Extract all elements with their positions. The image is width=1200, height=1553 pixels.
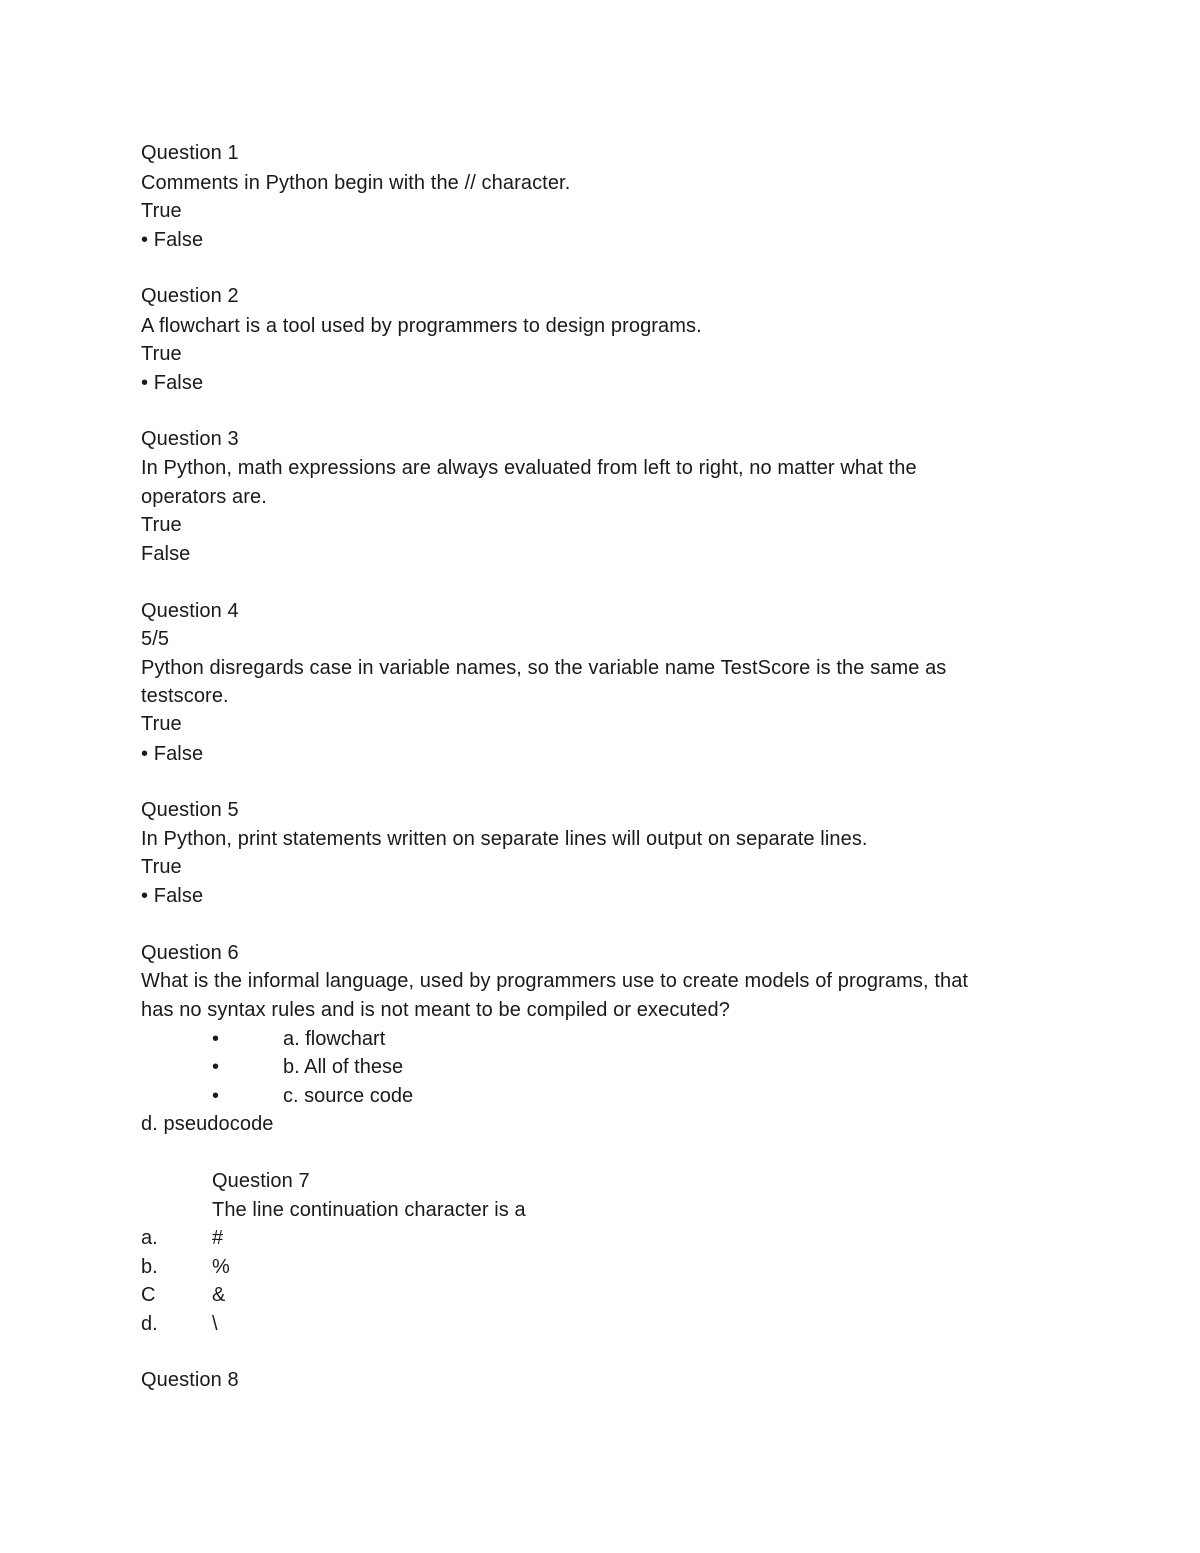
question-7-option-letter: b. — [141, 1256, 158, 1278]
question-4-prompt-line-2: testscore. — [141, 685, 229, 707]
question-1-prompt: Comments in Python begin with the // character. — [141, 172, 571, 194]
question-2-option-true: True — [141, 343, 182, 365]
question-7-title: Question 7 — [212, 1170, 310, 1192]
question-5-option-true: True — [141, 856, 182, 878]
question-3-prompt-line-2: operators are. — [141, 486, 267, 508]
question-6-title: Question 6 — [141, 942, 239, 964]
question-2-prompt: A flowchart is a tool used by programmers to design programs. — [141, 315, 702, 337]
question-4-title: Question 4 — [141, 600, 239, 622]
question-7-prompt: The line continuation character is a — [212, 1199, 526, 1221]
question-7-option-letter: d. — [141, 1313, 158, 1335]
question-3-prompt-line-1: In Python, math expressions are always evaluated from left to right, no matter what the — [141, 457, 917, 479]
question-7-option-value: & — [212, 1284, 226, 1306]
question-6-bullet: • — [212, 1028, 220, 1050]
question-6-option-d: d. pseudocode — [141, 1113, 274, 1135]
question-8-title: Question 8 — [141, 1369, 239, 1391]
question-6-bullet: • — [212, 1056, 220, 1078]
question-6-prompt-line-2: has no syntax rules and is not meant to be compiled or executed? — [141, 999, 730, 1021]
question-7-option-value: \ — [212, 1313, 218, 1335]
question-6-bullet: • — [212, 1085, 220, 1107]
question-3-title: Question 3 — [141, 428, 239, 450]
question-6-option-b: b. All of these — [283, 1056, 404, 1078]
question-1-option-true: True — [141, 200, 182, 222]
question-3-option-true: True — [141, 514, 182, 536]
question-4-score: 5/5 — [141, 628, 170, 650]
question-2-option-false: • False — [141, 372, 204, 394]
question-7-option-letter: a. — [141, 1227, 158, 1249]
question-7-option-letter: C — [141, 1284, 156, 1306]
question-2-title: Question 2 — [141, 285, 239, 307]
question-6-option-c: c. source code — [283, 1085, 414, 1107]
question-4-prompt-line-1: Python disregards case in variable names, so the variable name TestScore is the same as — [141, 657, 947, 679]
question-6-prompt-line-1: What is the informal language, used by programmers use to create models of programs, that — [141, 970, 969, 992]
question-5-option-false: • False — [141, 885, 204, 907]
question-5-prompt: In Python, print statements written on separate lines will output on separate lines. — [141, 828, 868, 850]
question-7-option-value: % — [212, 1256, 230, 1278]
question-7-option-value: # — [212, 1227, 224, 1249]
question-1-title: Question 1 — [141, 142, 239, 164]
question-3-option-false: False — [141, 543, 191, 565]
question-6-option-a: a. flowchart — [283, 1028, 386, 1050]
question-5-title: Question 5 — [141, 799, 239, 821]
question-4-option-false: • False — [141, 743, 204, 765]
question-4-option-true: True — [141, 713, 182, 735]
question-1-option-false: • False — [141, 229, 204, 251]
